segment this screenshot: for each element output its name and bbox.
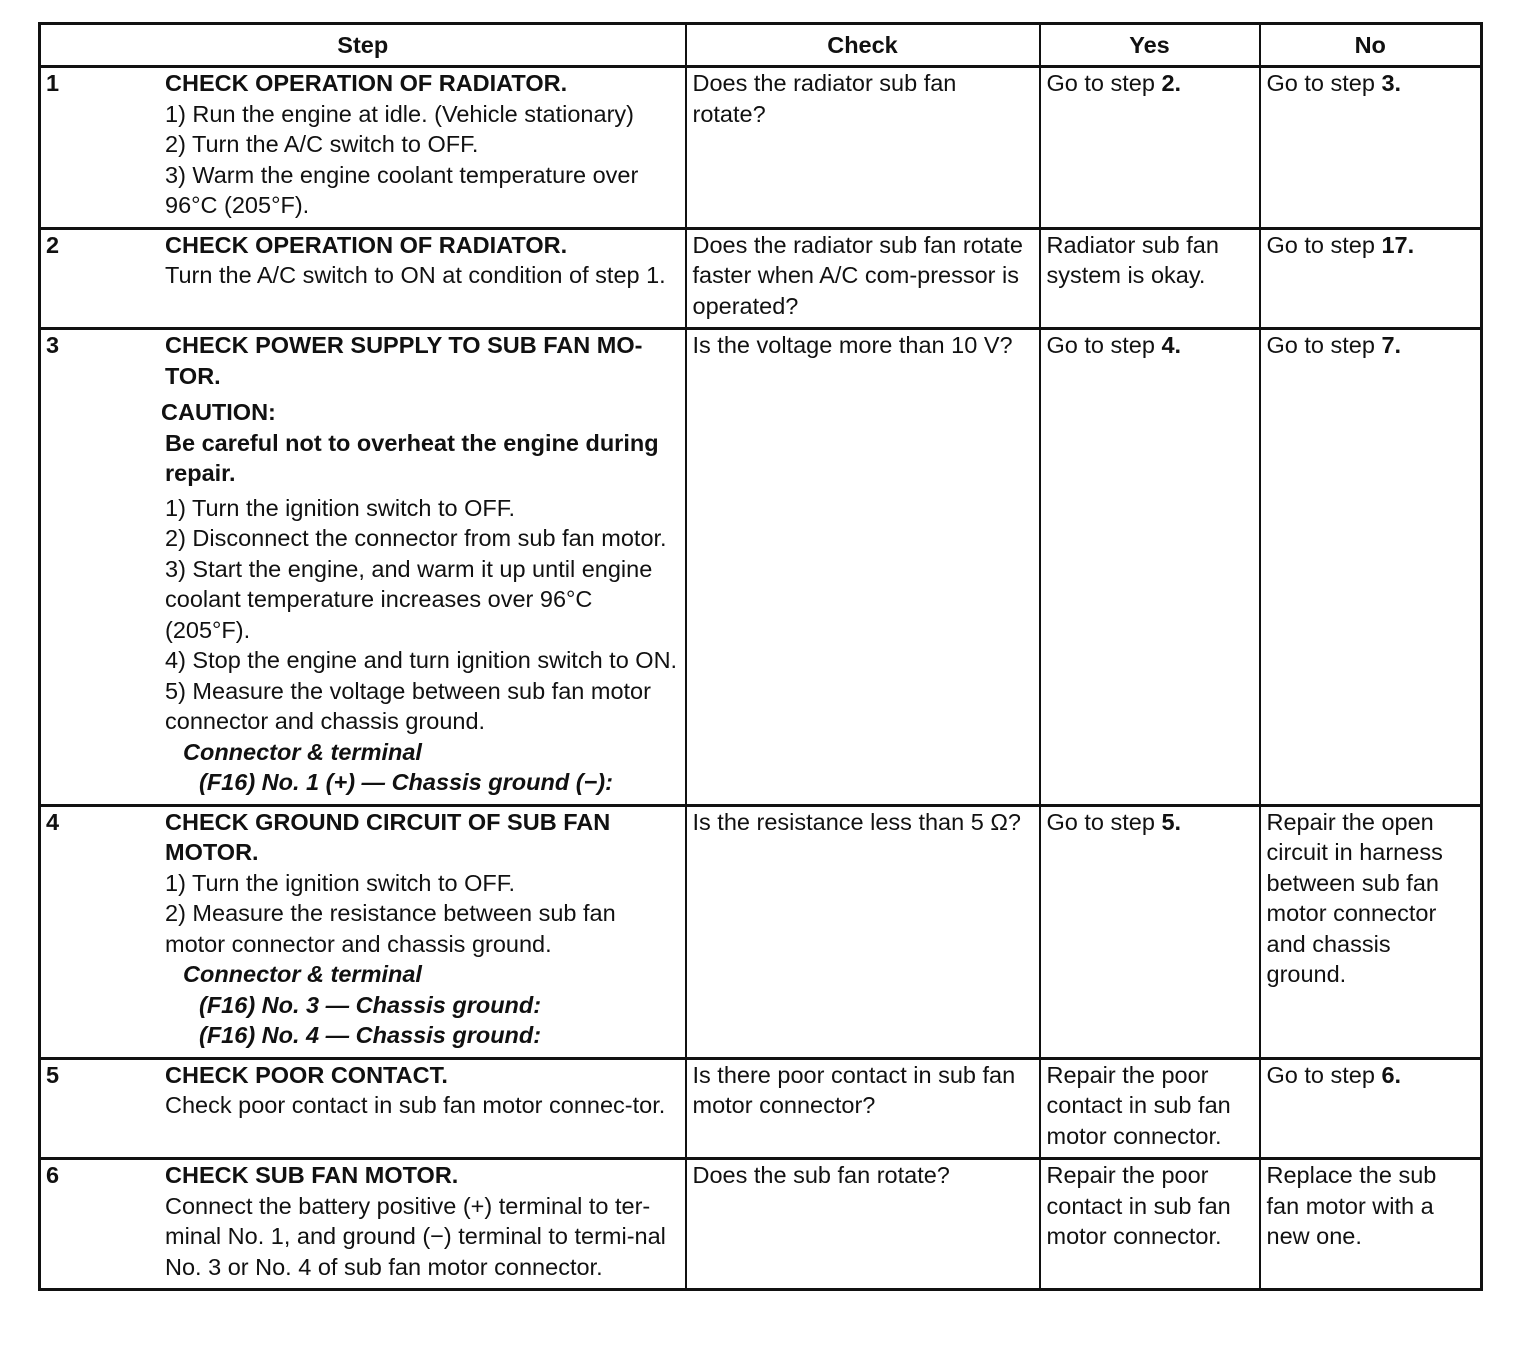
- no-cell: [1260, 329, 1482, 806]
- step-instruction: Check poor contact in sub fan motor connec-tor.: [165, 1092, 666, 1118]
- step-title: CHECK POWER SUPPLY TO SUB FAN MO-TOR.: [165, 332, 643, 389]
- yes-cell: [1040, 329, 1260, 806]
- step-number: 3: [46, 332, 60, 358]
- yes-step-ref: 2.: [1161, 70, 1182, 96]
- yes-text: Go to step: [1046, 70, 1162, 96]
- step-instruction: 3) Start the engine, and warm it up until engine coolant temperature increases over 96°C (205°F).: [165, 555, 653, 643]
- table-row: [40, 329, 1482, 806]
- table-row: [40, 1159, 1482, 1290]
- step-number: 5: [46, 1061, 60, 1088]
- header-step: Step: [40, 24, 686, 67]
- no-cell: [1260, 1058, 1482, 1159]
- no-step-ref: 6.: [1381, 1061, 1402, 1088]
- step-instruction: 4) Stop the engine and turn ignition switch to ON.: [165, 647, 678, 673]
- step-instruction: 2) Disconnect the connector from sub fan motor.: [165, 525, 667, 551]
- step-instruction: 2) Measure the resistance between sub fan motor connector and chassis ground.: [165, 900, 616, 957]
- no-text: Go to step: [1266, 1061, 1382, 1088]
- yes-step-ref: 4.: [1161, 332, 1182, 358]
- no-step-ref: 7.: [1381, 332, 1402, 358]
- check-cell: Is the resistance less than 5 Ω?: [686, 805, 1040, 1058]
- yes-text: Go to step: [1046, 808, 1162, 835]
- check-cell: Is there poor contact in sub fan motor connector?: [686, 1058, 1040, 1159]
- step-cell: [40, 1159, 686, 1290]
- no-step-ref: 17.: [1381, 231, 1415, 258]
- caution-text: Be careful not to overheat the engine during repair.: [165, 429, 659, 486]
- yes-cell: [1040, 805, 1260, 1058]
- step-title: CHECK OPERATION OF RADIATOR.: [165, 70, 568, 96]
- header-row: [40, 24, 1482, 67]
- step-title: CHECK OPERATION OF RADIATOR.: [165, 231, 568, 258]
- check-cell: Does the radiator sub fan rotate?: [686, 67, 1040, 229]
- step-number: 2: [46, 231, 60, 258]
- no-cell: [1260, 228, 1482, 329]
- table-row: [40, 1058, 1482, 1159]
- connector-terminal: (F16) No. 3 — Chassis ground:: [199, 991, 542, 1018]
- no-cell: [1260, 67, 1482, 229]
- check-cell: Does the sub fan rotate?: [686, 1159, 1040, 1290]
- step-title: CHECK POOR CONTACT.: [165, 1061, 448, 1088]
- check-cell: Does the radiator sub fan rotate faster when A/C com-pressor is operated?: [686, 228, 1040, 329]
- step-cell: [40, 805, 686, 1058]
- header-check: Check: [686, 24, 1040, 67]
- no-cell: Repair the open circuit in harness between sub fan motor connector and chassis ground.: [1260, 805, 1482, 1058]
- yes-text: Go to step: [1046, 332, 1162, 358]
- caution-label: CAUTION:: [161, 399, 276, 425]
- no-cell: Replace the sub fan motor with a new one.: [1260, 1159, 1482, 1290]
- step-cell: [40, 329, 686, 806]
- check-cell: Is the voltage more than 10 V?: [686, 329, 1040, 806]
- step-instruction: 2) Turn the A/C switch to OFF.: [165, 131, 479, 157]
- connector-terminal: (F16) No. 1 (+) — Chassis ground (−):: [199, 769, 613, 795]
- step-cell: [40, 1058, 686, 1159]
- table-row: [40, 805, 1482, 1058]
- header-no: No: [1260, 24, 1482, 67]
- step-instruction: Turn the A/C switch to ON at condition of step 1.: [165, 262, 666, 288]
- step-instruction: 3) Warm the engine coolant temperature over 96°C (205°F).: [165, 161, 639, 218]
- yes-cell: Repair the poor contact in sub fan motor connector.: [1040, 1159, 1260, 1290]
- connector-terminal: (F16) No. 4 — Chassis ground:: [199, 1022, 542, 1048]
- yes-cell: Radiator sub fan system is okay.: [1040, 228, 1260, 329]
- connector-heading: Connector & terminal: [183, 961, 422, 987]
- step-instruction: 1) Run the engine at idle. (Vehicle stationary): [165, 100, 634, 127]
- yes-cell: [1040, 67, 1260, 229]
- connector-heading: Connector & terminal: [183, 738, 422, 765]
- no-text: Go to step: [1266, 70, 1382, 96]
- step-number: 4: [46, 808, 60, 835]
- step-title: CHECK GROUND CIRCUIT OF SUB FAN MOTOR.: [165, 808, 611, 865]
- step-number: 1: [46, 70, 60, 96]
- no-text: Go to step: [1266, 332, 1382, 358]
- yes-cell: Repair the poor contact in sub fan motor connector.: [1040, 1058, 1260, 1159]
- step-cell: [40, 228, 686, 329]
- step-instruction: 5) Measure the voltage between sub fan motor connector and chassis ground.: [165, 677, 651, 734]
- table-row: [40, 67, 1482, 229]
- table-row: [40, 228, 1482, 329]
- no-step-ref: 3.: [1381, 70, 1402, 96]
- step-title: CHECK SUB FAN MOTOR.: [165, 1162, 459, 1188]
- step-cell: [40, 67, 686, 229]
- step-number: 6: [46, 1162, 60, 1188]
- step-instruction: Connect the battery positive (+) terminal to ter-minal No. 1, and ground (−) terminal to termi-nal No. 3 or No. 4 of sub fan motor connector.: [165, 1192, 666, 1280]
- no-text: Go to step: [1266, 231, 1382, 258]
- troubleshooting-table: [38, 22, 1483, 1291]
- yes-step-ref: 5.: [1161, 808, 1182, 835]
- step-instruction: 1) Turn the ignition switch to OFF.: [165, 494, 516, 521]
- step-instruction: 1) Turn the ignition switch to OFF.: [165, 869, 516, 896]
- header-yes: Yes: [1040, 24, 1260, 67]
